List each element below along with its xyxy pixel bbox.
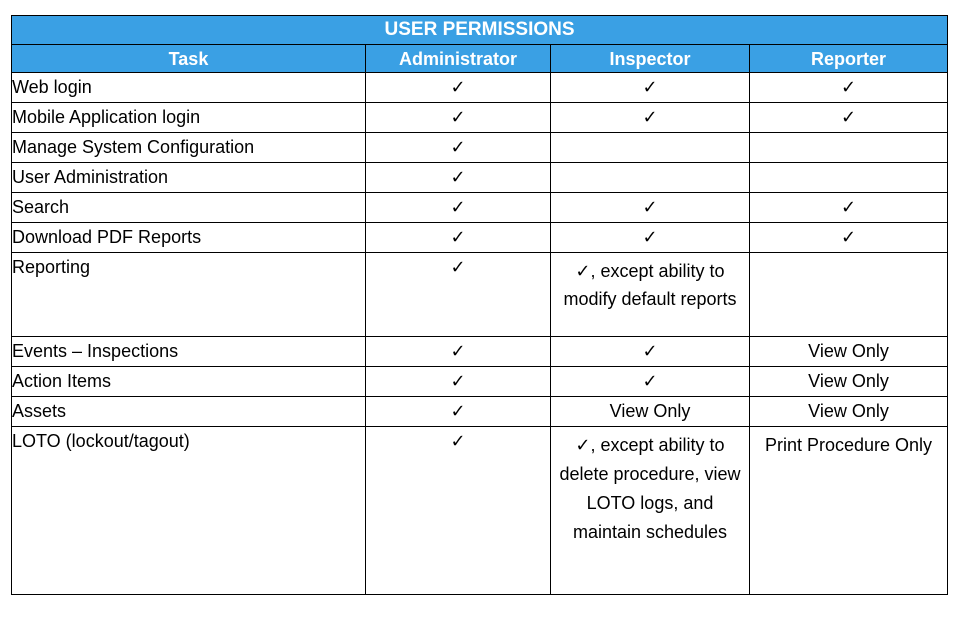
reporter-cell: View Only <box>750 337 948 367</box>
table-row <box>12 103 948 133</box>
task-cell: Search <box>12 193 366 223</box>
table-title: USER PERMISSIONS <box>12 16 948 45</box>
reporter-cell: ✓ <box>750 223 948 253</box>
task-cell: User Administration <box>12 163 366 193</box>
administrator-cell: ✓ <box>366 397 551 427</box>
column-header-task: Task <box>12 45 366 73</box>
administrator-cell: ✓ <box>366 367 551 397</box>
inspector-cell: View Only <box>551 397 750 427</box>
inspector-cell: ✓ <box>551 223 750 253</box>
administrator-cell: ✓ <box>366 73 551 103</box>
table-row <box>12 223 948 253</box>
inspector-cell: ✓ <box>551 103 750 133</box>
table-row <box>12 73 948 103</box>
table-row <box>12 337 948 367</box>
table-row <box>12 133 948 163</box>
inspector-cell: ✓ <box>551 73 750 103</box>
task-cell: Assets <box>12 397 366 427</box>
task-cell: Web login <box>12 73 366 103</box>
reporter-cell <box>750 133 948 163</box>
reporter-cell <box>750 253 948 337</box>
user-permissions-table <box>11 15 948 595</box>
administrator-cell: ✓ <box>366 103 551 133</box>
table-row <box>12 163 948 193</box>
table-row <box>12 193 948 223</box>
task-cell: Reporting <box>12 253 366 337</box>
table-row <box>12 253 948 337</box>
reporter-cell: View Only <box>750 367 948 397</box>
inspector-cell <box>551 163 750 193</box>
column-header-reporter: Reporter <box>750 45 948 73</box>
administrator-cell: ✓ <box>366 193 551 223</box>
administrator-cell: ✓ <box>366 223 551 253</box>
reporter-cell <box>750 163 948 193</box>
reporter-cell: ✓ <box>750 193 948 223</box>
reporter-cell: View Only <box>750 397 948 427</box>
task-cell: LOTO (lockout/tagout) <box>12 427 366 595</box>
administrator-cell: ✓ <box>366 163 551 193</box>
administrator-cell: ✓ <box>366 253 551 337</box>
table-row <box>12 397 948 427</box>
reporter-cell: ✓ <box>750 103 948 133</box>
inspector-cell: ✓ <box>551 193 750 223</box>
task-cell: Download PDF Reports <box>12 223 366 253</box>
task-cell: Mobile Application login <box>12 103 366 133</box>
inspector-cell: ✓ <box>551 337 750 367</box>
administrator-cell: ✓ <box>366 427 551 595</box>
inspector-cell: ✓, except ability to modify default reports <box>551 253 750 337</box>
table-row <box>12 427 948 595</box>
task-cell: Action Items <box>12 367 366 397</box>
inspector-cell: ✓, except ability to delete procedure, view LOTO logs, and maintain schedules <box>551 427 750 595</box>
reporter-cell: ✓ <box>750 73 948 103</box>
reporter-cell: Print Procedure Only <box>750 427 948 595</box>
inspector-cell: ✓ <box>551 367 750 397</box>
column-header-administrator: Administrator <box>366 45 551 73</box>
administrator-cell: ✓ <box>366 337 551 367</box>
task-cell: Manage System Configuration <box>12 133 366 163</box>
column-header-inspector: Inspector <box>551 45 750 73</box>
table-row <box>12 367 948 397</box>
administrator-cell: ✓ <box>366 133 551 163</box>
inspector-cell <box>551 133 750 163</box>
task-cell: Events – Inspections <box>12 337 366 367</box>
